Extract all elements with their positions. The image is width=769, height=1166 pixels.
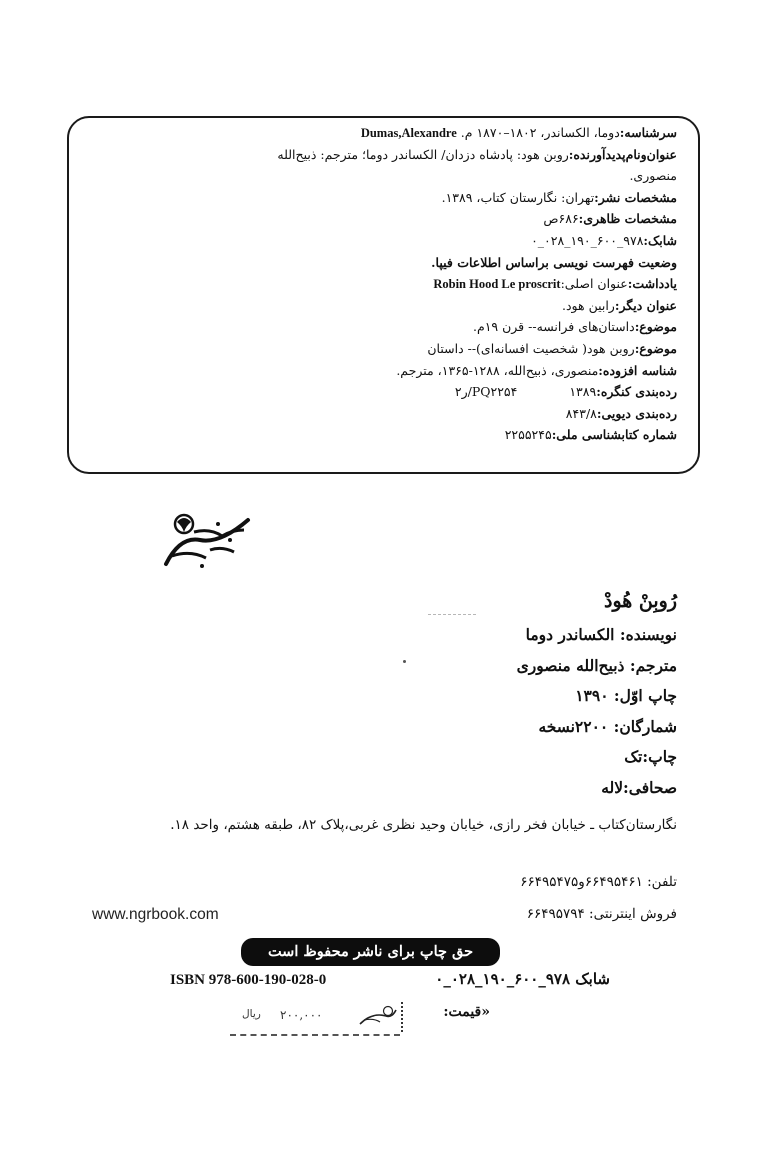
website-link[interactable]: www.ngrbook.com	[92, 906, 219, 923]
divider	[401, 1002, 405, 1032]
cip-value: داستان‌های فرانسه-- قرن ۱۹م.	[472, 319, 635, 335]
cip-label: سرشناسه:	[619, 125, 677, 140]
cip-value: تهران: نگارستان کتاب، ۱۳۸۹.	[441, 189, 595, 205]
price-underline	[230, 1034, 400, 1036]
publisher-address: نگارستان‌کتاب ـ خیابان فخر رازی، خیابان وحید نظری غربی،پلاک ۸۲، طبقه هشتم، واحد ۱۸.	[170, 817, 677, 833]
print-speck	[403, 660, 406, 663]
cip-line-note	[117, 273, 677, 295]
cip-value-extra: PQ۲۲۵۴/ر۲	[454, 384, 518, 400]
cip-entries	[117, 122, 677, 446]
cip-line-title	[117, 144, 677, 166]
cip-value: ۸۴۳/۸	[565, 405, 597, 421]
edition-line: چاپ اوّل: ۱۳۹۰	[575, 686, 677, 705]
cip-line-physical	[117, 208, 677, 230]
cip-label: شابک:	[643, 232, 677, 248]
cip-line-dewey	[117, 403, 677, 425]
cip-line-publication	[117, 187, 677, 209]
cip-label: رده‌بندی کنگره:	[596, 384, 677, 400]
cip-label: رده‌بندی دیویی:	[596, 405, 677, 421]
cip-label: عنوان دیگر:	[614, 297, 677, 313]
cip-line-subject-1	[117, 316, 677, 338]
cip-line-alt-title	[117, 295, 677, 317]
cip-label: عنوان‌ونام‌پدیدآورنده:	[568, 146, 677, 162]
cip-label: مشخصات ظاهری:	[578, 211, 677, 227]
online-sales-phone: فروش اینترنتی: ۶۶۴۹۵۷۹۴	[526, 906, 677, 922]
copies-line: شمارگان: ۲۲۰۰نسخه	[538, 716, 677, 736]
price-value: ۲۰۰,۰۰۰	[280, 1008, 323, 1022]
price-unit: ریال	[242, 1008, 261, 1020]
cip-label: وضعیت فهرست نویسی براساس اطلاعات فیپا.	[431, 254, 677, 270]
cip-line-national-bib	[117, 424, 677, 446]
cip-label: موضوع:	[634, 319, 677, 335]
cip-value: روبن هود: پادشاه دزدان/ الکساندر دوما؛ مترجم: ذبیح‌الله	[277, 146, 569, 162]
price-label: «قیمت:	[443, 1004, 490, 1020]
cip-label: مشخصات نشر:	[594, 189, 677, 205]
cip-value: روبن هود( شخصیت افسانه‌ای)-- داستان	[427, 340, 635, 356]
publisher-logo-icon	[160, 506, 252, 572]
price-stamp	[230, 1000, 490, 1040]
isbn-latin: ISBN 978-600-190-028-0	[170, 972, 327, 988]
cip-line-title-cont	[117, 165, 677, 187]
cip-label: موضوع:	[634, 340, 677, 356]
cip-value: ۲۲۵۵۲۴۵	[504, 427, 552, 443]
cip-value: دوما، الکساندر، ۱۸۰۲–۱۸۷۰ م.	[460, 125, 620, 140]
cip-latin-value: Robin Hood Le proscrit	[433, 277, 561, 292]
author-line: نویسنده: الکساندر دوما	[525, 625, 677, 644]
binding-line: صحافی:لاله	[601, 777, 677, 797]
cip-value: ۱۳۸۹	[569, 384, 597, 400]
cip-value: رابین هود.	[562, 297, 615, 313]
cip-label: شماره کتابشناسی ملی:	[551, 427, 677, 443]
cip-value: ۶۸۶ص	[543, 211, 579, 227]
cip-value: عنوان اصلی:	[560, 276, 628, 292]
colophon	[517, 590, 677, 803]
translator-line: مترجم: ذبیح‌الله منصوری	[516, 655, 677, 675]
isbn-row	[170, 970, 610, 994]
printing-line: چاپ:تک	[624, 747, 677, 766]
isbn-persian: شابک ۹۷۸_۶۰۰_۱۹۰_۰۲۸_۰	[435, 970, 610, 988]
print-smudge	[428, 614, 476, 629]
cip-line-subject-2	[117, 338, 677, 360]
cip-latin-value: Dumas,Alexandre	[360, 126, 457, 140]
publisher-stamp-icon	[358, 1004, 398, 1028]
phone-numbers: تلفن: ۶۶۴۹۵۴۶۱و۶۶۴۹۵۴۷۵	[520, 874, 677, 890]
copyright-badge: حق چاپ برای ناشر محفوظ است	[241, 938, 500, 966]
cip-line-status	[117, 252, 677, 274]
cip-line-author	[117, 122, 677, 144]
cip-value: منصوری.	[629, 168, 677, 184]
book-title: رُوبِنْ هُودْ	[603, 590, 677, 612]
cip-value: ۹۷۸_۶۰۰_۱۹۰_۰۲۸_۰	[531, 232, 644, 248]
cip-line-added-entry	[117, 360, 677, 382]
cip-line-lc-class	[117, 381, 677, 403]
cip-value: منصوری، ذبیح‌الله، ۱۲۸۸-۱۳۶۵، مترجم.	[396, 362, 599, 378]
cip-line-isbn	[117, 230, 677, 252]
cip-label: شناسه افزوده:	[598, 362, 677, 378]
cip-label: یادداشت:	[627, 276, 677, 292]
